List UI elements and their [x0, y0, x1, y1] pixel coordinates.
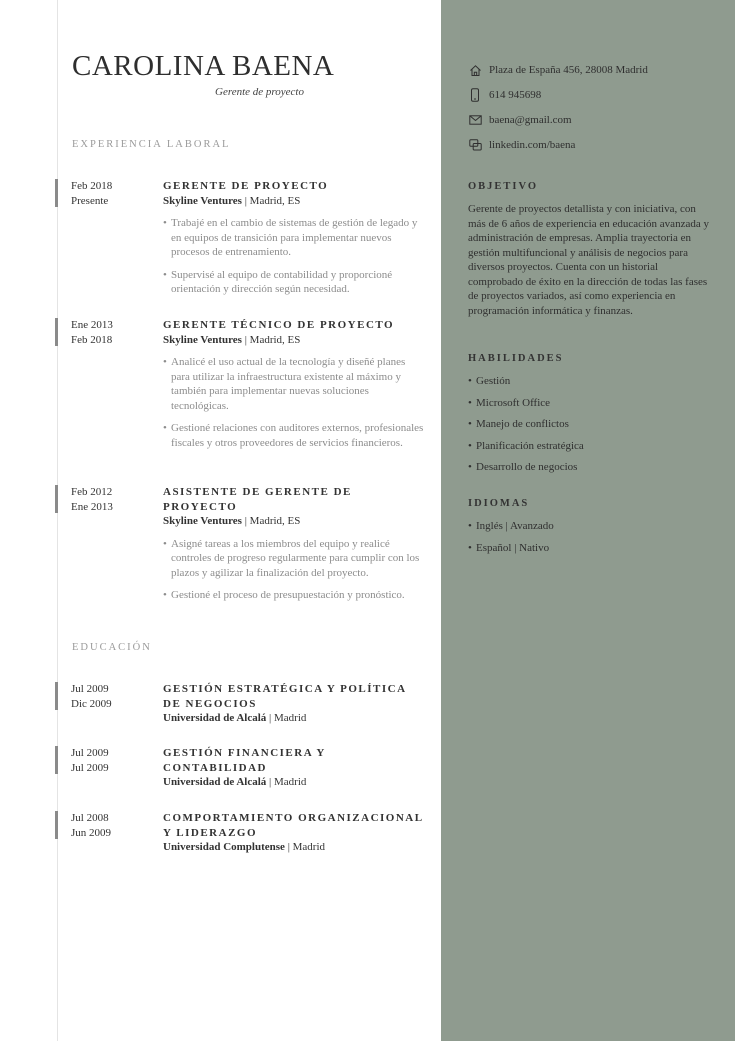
company-name: Skyline Ventures — [163, 333, 242, 346]
separator: | — [244, 515, 247, 527]
entry-dates — [71, 318, 113, 347]
phone-text: 614 945698 — [489, 89, 542, 101]
home-icon — [467, 63, 483, 77]
job-company-line — [163, 333, 425, 348]
language-item: • Inglés | Avanzado — [468, 519, 554, 533]
job-bullets — [163, 355, 425, 450]
entry-dates — [71, 485, 113, 514]
skill-item: • Microsoft Office — [468, 396, 584, 410]
entry-start-date: Feb 2018 — [71, 180, 113, 192]
phone-icon — [467, 88, 483, 102]
bullet-item: • Gestioné el proceso de presupuestación y pronóstico. — [163, 588, 425, 603]
school-line — [163, 840, 425, 855]
school-location: Madrid — [274, 776, 307, 788]
school-location: Madrid — [292, 841, 326, 853]
link-icon — [467, 138, 483, 152]
entry-start-date: Jul 2009 — [71, 747, 109, 759]
entry-end-date: Jul 2009 — [71, 761, 109, 774]
job-company-line — [163, 194, 425, 209]
candidate-name: CAROLINA BAENA — [72, 50, 335, 82]
education-section-title: EDUCACIÓN — [72, 642, 152, 653]
entry-marker — [55, 318, 58, 346]
separator: | — [269, 776, 272, 788]
skills-title: HABILIDADES — [468, 353, 564, 364]
skill-item: • Gestión — [468, 374, 584, 388]
entry-start-date: Jul 2009 — [71, 683, 109, 695]
job-bullets — [163, 537, 425, 603]
entry-start-date: Feb 2012 — [71, 486, 113, 498]
language-item: • Español | Nativo — [468, 541, 554, 555]
skill-item: • Planificación estratégica — [468, 439, 584, 453]
contact-address — [467, 63, 648, 77]
job-company-line — [163, 514, 425, 529]
job-location: Madrid, ES — [249, 333, 301, 346]
school-name: Universidad de Alcalá — [163, 776, 267, 788]
entry-marker — [55, 746, 58, 774]
job-bullets — [163, 216, 425, 297]
languages-title: IDIOMAS — [468, 498, 530, 509]
entry-marker — [55, 811, 58, 839]
separator: | — [244, 194, 247, 207]
languages-list — [468, 519, 554, 562]
contact-phone — [467, 88, 541, 102]
degree-title: GESTIÓN FINANCIERA Y CONTABILIDAD — [163, 747, 326, 774]
address-text: Plaza de España 456, 28008 Madrid — [489, 64, 648, 76]
school-name: Universidad Complutense — [163, 841, 285, 853]
entry-marker — [55, 682, 58, 710]
entry-end-date: Jun 2009 — [71, 826, 112, 839]
contact-linkedin — [467, 138, 575, 152]
school-line — [163, 711, 425, 726]
objective-title: OBJETIVO — [468, 181, 539, 192]
bullet-item: • Analicé el uso actual de la tecnología y diseñé planes para utilizar la infraestructura existente al máximo y también para implementar nuevas soluciones tecnológicas. — [163, 355, 425, 413]
entry-dates — [71, 682, 112, 711]
entry-marker — [55, 485, 58, 513]
bullet-item: • Trabajé en el cambio de sistemas de gestión de legado y en equipos de transición para implementar nuevos procesos de entrenamiento. — [163, 216, 425, 260]
skill-item: • Desarrollo de negocios — [468, 460, 584, 474]
entry-marker — [55, 179, 58, 207]
experience-section-title: EXPERIENCIA LABORAL — [72, 139, 231, 150]
bullet-item: • Gestioné relaciones con auditores externos, profesionales fiscales y otros proveedores de servicios financieros. — [163, 421, 425, 450]
entry-start-date: Jul 2008 — [71, 812, 109, 824]
bullet-item: • Supervisé al equipo de contabilidad y proporcioné orientación y dirección según necesidad. — [163, 268, 425, 297]
company-name: Skyline Ventures — [163, 515, 242, 527]
job-title: GERENTE DE PROYECTO — [163, 180, 329, 192]
company-name: Skyline Ventures — [163, 194, 242, 207]
separator: | — [244, 333, 247, 346]
entry-dates — [71, 811, 111, 840]
contact-email — [467, 113, 572, 127]
email-text: baena@gmail.com — [489, 114, 572, 126]
separator: | — [269, 712, 272, 724]
bullet-item: • Asigné tareas a los miembros del equipo y realicé controles de progreso regularmente para cumplir con los plazos y agilizar la finalización del proyecto. — [163, 537, 425, 581]
skill-item: • Manejo de conflictos — [468, 417, 584, 431]
entry-end-date: Presente — [71, 194, 109, 207]
mail-icon — [467, 113, 483, 127]
separator: | — [287, 841, 290, 853]
candidate-role: Gerente de proyecto — [215, 86, 304, 98]
entry-end-date: Ene 2013 — [71, 500, 113, 513]
entry-dates — [71, 179, 112, 208]
linkedin-text: linkedin.com/baena — [489, 139, 576, 151]
left-margin-rule — [57, 0, 58, 1041]
objective-text: Gerente de proyectos detallista y con iniciativa, con más de 6 años de experiencia en educación avanzada y administración de empresas. Amplia trayectoria en gestión multifuncional y análisis de negocios para diversos proyectos. Cuenta con un historial comprobado de éxito en la dirección de todas las fases de proyectos variados, así como experiencia en programación informática y finanzas. — [468, 203, 709, 317]
entry-end-date: Feb 2018 — [71, 333, 113, 346]
school-location: Madrid — [274, 712, 307, 724]
job-location: Madrid, ES — [249, 194, 301, 207]
entry-start-date: Ene 2013 — [71, 319, 113, 331]
job-location: Madrid, ES — [249, 515, 301, 527]
job-title: ASISTENTE DE GERENTE DE PROYECTO — [163, 486, 352, 513]
school-line — [163, 775, 425, 790]
school-name: Universidad de Alcalá — [163, 712, 267, 724]
entry-dates — [71, 746, 109, 775]
job-title: GERENTE TÉCNICO DE PROYECTO — [163, 319, 395, 331]
degree-title: COMPORTAMIENTO ORGANIZACIONAL Y LIDERAZGO — [163, 812, 423, 839]
degree-title: GESTIÓN ESTRATÉGICA Y POLÍTICA DE NEGOCIOS — [163, 683, 406, 710]
entry-end-date: Dic 2009 — [71, 697, 112, 710]
skills-list — [468, 374, 584, 482]
